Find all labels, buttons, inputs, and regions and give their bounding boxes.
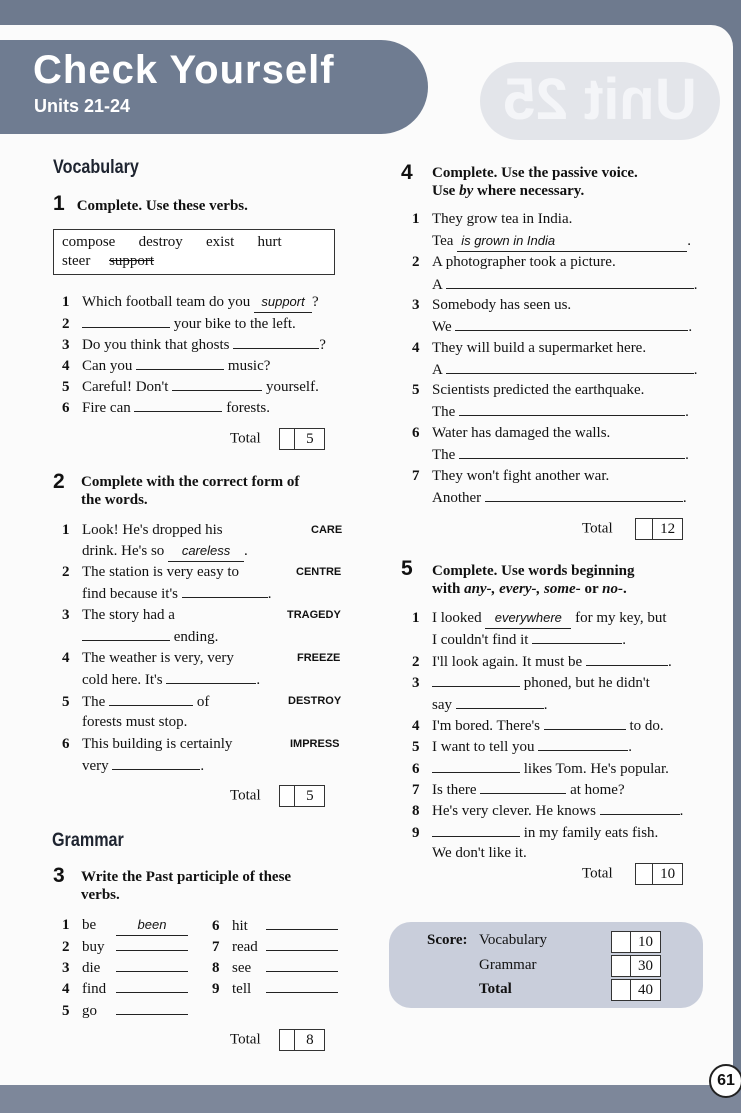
item-text: your bike to the left. (173, 316, 296, 332)
answer-blank[interactable] (82, 626, 170, 641)
score-value: 40 (630, 980, 660, 1000)
item-text: tell (232, 981, 252, 997)
instruction-text: Use (432, 183, 460, 199)
item-text: Fire can (82, 400, 131, 416)
item-number: 2 (62, 939, 70, 955)
list-item (62, 376, 319, 397)
item-text: go (82, 1003, 97, 1019)
unit-ghost-watermark (480, 62, 720, 140)
total-ex1 (230, 428, 325, 450)
list-item (412, 715, 664, 736)
instruction-line: Complete with the correct form of (81, 474, 300, 490)
answer-blank[interactable] (485, 487, 683, 502)
total-box (279, 1029, 325, 1051)
score-box (611, 931, 661, 953)
bottom-bar (0, 1085, 741, 1113)
item-answer-line: Another . (432, 487, 687, 508)
item-text: We (432, 319, 452, 335)
exercise-instruction (81, 473, 299, 509)
item-number: 1 (62, 917, 70, 933)
total-value: 12 (652, 519, 682, 539)
item-number: 9 (412, 825, 420, 841)
item-text: find (82, 981, 107, 997)
answer-blank[interactable] (116, 978, 188, 993)
list-item (412, 423, 610, 443)
item-number: 5 (62, 1003, 70, 1019)
word-list-item: steer (62, 253, 91, 269)
item-number: 5 (412, 739, 420, 755)
item-number: 4 (62, 650, 70, 666)
exercise-2 (53, 470, 65, 494)
key-word: FREEZE (297, 652, 341, 664)
total-box (635, 518, 683, 540)
item-number: 7 (412, 782, 420, 798)
instruction-text: where necessary. (473, 183, 585, 199)
answer-blank[interactable] (455, 316, 688, 331)
list-item (62, 397, 270, 418)
item-text: I want to tell you (432, 739, 535, 755)
item-number: 4 (412, 340, 420, 356)
item-text: The (82, 694, 106, 710)
item-number: 7 (212, 939, 220, 955)
list-item (62, 978, 188, 999)
item-text: Water has damaged the walls. (432, 425, 611, 441)
answer-blank[interactable] (432, 822, 520, 837)
list-item (212, 978, 338, 999)
item-text: music? (227, 358, 271, 374)
answer-blank[interactable] (266, 957, 338, 972)
answer-blank[interactable] (600, 800, 680, 815)
title-banner (0, 40, 428, 134)
answer-blank[interactable] (233, 334, 319, 349)
answer-blank[interactable] (446, 274, 694, 289)
instruction-line: Complete. Use words beginning (432, 563, 635, 579)
item-number: 3 (412, 675, 420, 691)
item-text: . (679, 803, 684, 819)
item-continuation (82, 669, 260, 690)
item-text: Do you think that ghosts (82, 337, 230, 353)
total-value: 8 (294, 1030, 324, 1050)
total-ex5 (582, 863, 683, 885)
item-text: They won't fight another war. (432, 468, 610, 484)
item-answer-line: We . (432, 316, 692, 337)
item-text: of (196, 694, 210, 710)
item-text: . (267, 586, 272, 602)
answer-example: been (116, 915, 188, 936)
exercise-instruction (432, 164, 638, 200)
list-item (412, 758, 669, 779)
item-text: ? (319, 337, 326, 353)
item-text: ending. (173, 629, 219, 645)
item-text: I looked (432, 610, 482, 626)
item-text: This building is certainly (82, 736, 233, 752)
score-box (611, 979, 661, 1001)
exercise-instruction (432, 562, 635, 598)
item-text: . (622, 632, 626, 648)
item-number: 1 (62, 522, 70, 538)
list-item (62, 734, 232, 754)
item-number: 6 (412, 761, 420, 777)
item-number: 2 (412, 254, 420, 270)
item-continuation (432, 843, 527, 863)
list-item (412, 736, 632, 757)
exercise-number: 1 (53, 192, 65, 215)
item-number: 7 (412, 468, 420, 484)
item-text: We don't like it. (432, 845, 527, 861)
answer-blank[interactable] (446, 359, 694, 374)
answer-blank[interactable] (456, 694, 544, 709)
item-text: The (432, 447, 456, 463)
item-text: very (82, 758, 109, 774)
item-text: die (82, 960, 101, 976)
item-text: I couldn't find it (432, 632, 529, 648)
score-value: 30 (630, 956, 660, 976)
exercise-number: 5 (401, 557, 413, 580)
item-number: 3 (62, 607, 70, 623)
item-text: Which football team do you (82, 294, 251, 310)
score-value: 10 (630, 932, 660, 952)
item-text: He's very clever. He knows (432, 803, 596, 819)
item-continuation (82, 583, 272, 604)
item-number: 1 (412, 610, 420, 626)
score-label: Score: (427, 932, 468, 948)
item-continuation (82, 541, 248, 562)
exercise-1 (53, 192, 248, 216)
list-item (412, 252, 616, 272)
item-text: buy (82, 939, 105, 955)
item-text: Somebody has seen us. (432, 297, 572, 313)
score-box-frame (611, 931, 661, 953)
item-continuation (82, 755, 204, 776)
list-item (62, 334, 326, 355)
total-label: Total (230, 1031, 261, 1048)
answer-blank[interactable] (459, 444, 685, 459)
score-row-name: Grammar (479, 957, 537, 973)
word-list: compose destroy exist hurt (62, 234, 282, 250)
item-text: to do. (629, 718, 664, 734)
item-number: 4 (62, 358, 70, 374)
item-continuation (82, 712, 187, 732)
answer-example: is grown in India (457, 231, 687, 252)
item-number: 5 (412, 382, 420, 398)
item-number: 6 (412, 425, 420, 441)
item-answer-line: The . (432, 444, 689, 465)
exercise-4 (401, 161, 413, 185)
instruction-text: with (432, 581, 465, 597)
total-value: 5 (294, 786, 324, 806)
item-text: find because it's (82, 586, 179, 602)
item-text: Is there (432, 782, 477, 798)
item-number: 9 (212, 981, 220, 997)
item-text: . (256, 672, 261, 688)
total-label: Total (582, 865, 613, 882)
list-item (412, 608, 667, 629)
item-text: The weather is very, very (82, 650, 234, 666)
item-answer-line: Tea is grown in India . (432, 231, 691, 252)
item-text: in my family eats fish. (523, 825, 659, 841)
item-text: drink. He's so (82, 543, 165, 559)
total-box (279, 428, 325, 450)
list-item (62, 292, 319, 313)
item-text: Scientists predicted the earthquake. (432, 382, 645, 398)
item-text: for my key, but (575, 610, 667, 626)
item-continuation (432, 694, 548, 715)
list-item (62, 915, 188, 936)
answer-blank[interactable] (480, 779, 566, 794)
list-item (62, 648, 234, 668)
item-continuation (82, 626, 218, 647)
item-text: They grow tea in India. (432, 211, 573, 227)
instruction-text: by (459, 183, 474, 199)
item-text: likes Tom. He's popular. (523, 761, 669, 777)
exercise-5 (401, 557, 413, 581)
grammar-heading: Grammar (52, 830, 124, 851)
item-number: 1 (412, 211, 420, 227)
answer-blank[interactable] (136, 355, 224, 370)
score-row-name: Vocabulary (479, 932, 548, 948)
answer-example: careless (168, 541, 244, 562)
list-item (412, 466, 609, 486)
key-word: TRAGEDY (287, 609, 341, 621)
list-item (62, 562, 239, 582)
word-box (53, 229, 335, 275)
list-item (412, 800, 683, 821)
item-text: A photographer took a picture. (432, 254, 616, 270)
list-item (62, 957, 188, 978)
item-answer-line: The . (432, 401, 689, 422)
item-number: 8 (212, 960, 220, 976)
score-row-name: Total (479, 981, 512, 997)
item-text: cold here. It's (82, 672, 163, 688)
item-text: phoned, but he didn't (523, 675, 650, 691)
item-number: 5 (62, 379, 70, 395)
answer-blank[interactable] (432, 672, 520, 687)
instruction-line: the words. (81, 492, 148, 508)
item-text: I'm bored. There's (432, 718, 541, 734)
answer-blank[interactable] (82, 313, 170, 328)
key-word: CARE (311, 524, 343, 536)
total-value: 5 (294, 429, 324, 449)
list-item (62, 520, 223, 540)
item-number: 3 (62, 337, 70, 353)
answer-blank[interactable] (266, 978, 338, 993)
item-text: They will build a supermarket here. (432, 340, 647, 356)
answer-blank[interactable] (538, 736, 628, 751)
total-label: Total (582, 520, 613, 537)
item-text: hit (232, 918, 248, 934)
total-box (279, 785, 325, 807)
item-text: The (432, 404, 456, 420)
instruction-line: Complete. Use the passive voice. (432, 165, 638, 181)
answer-blank[interactable] (166, 669, 256, 684)
item-text: Tea (432, 233, 454, 249)
item-text: Look! He's dropped his (82, 522, 223, 538)
total-label: Total (230, 787, 261, 804)
list-item (62, 605, 175, 625)
list-item (412, 651, 672, 672)
answer-blank[interactable] (116, 957, 188, 972)
exercise-number: 3 (53, 864, 65, 887)
item-number: 1 (62, 294, 70, 310)
list-item (212, 915, 338, 936)
item-number: 6 (212, 918, 220, 934)
item-text: at home? (570, 782, 625, 798)
answer-blank[interactable] (266, 915, 338, 930)
answer-blank[interactable] (266, 936, 338, 951)
item-text: forests. (226, 400, 270, 416)
score-panel (389, 922, 703, 1008)
item-number: 3 (412, 297, 420, 313)
page-subtitle: Units 21-24 (34, 96, 131, 116)
exercise-instruction (81, 868, 291, 904)
item-number: 6 (62, 736, 70, 752)
unit-ghost-text: Unit 25 (503, 67, 697, 132)
word-list-item-used: support (109, 253, 155, 269)
total-ex2 (230, 785, 325, 807)
item-text: A (432, 277, 443, 293)
total-ex4 (582, 518, 683, 540)
item-text: . (667, 654, 672, 670)
answer-blank[interactable] (109, 691, 193, 706)
vocabulary-heading: Vocabulary (53, 157, 139, 178)
list-item (412, 822, 658, 843)
answer-blank[interactable] (432, 758, 520, 773)
instruction-text: or (580, 581, 603, 597)
list-item (62, 313, 296, 334)
list-item (212, 957, 338, 978)
exercise-number: 2 (53, 470, 65, 493)
instruction-line: Write the Past participle of these (81, 869, 292, 885)
item-number: 5 (62, 694, 70, 710)
key-word: IMPRESS (290, 738, 340, 750)
item-text: read (232, 939, 258, 955)
answer-example: support (254, 292, 312, 313)
answer-blank[interactable] (459, 401, 685, 416)
item-number: 4 (62, 981, 70, 997)
item-text: forests must stop. (82, 714, 188, 730)
answer-blank[interactable] (116, 936, 188, 951)
score-box-frame (611, 979, 661, 1001)
item-continuation (432, 629, 626, 650)
answer-example: everywhere (485, 608, 571, 629)
item-text: . (628, 739, 632, 755)
score-box (611, 955, 661, 977)
item-text: A (432, 362, 443, 378)
item-number: 2 (412, 654, 420, 670)
score-box-frame (611, 955, 661, 977)
item-answer-line: A . (432, 359, 698, 380)
item-number: 3 (62, 960, 70, 976)
answer-blank[interactable] (544, 715, 626, 730)
list-item (62, 355, 270, 376)
answer-blank[interactable] (116, 1000, 188, 1015)
item-text: . (244, 543, 248, 559)
item-text: be (82, 917, 97, 933)
answer-blank[interactable] (182, 583, 268, 598)
list-item (412, 338, 646, 358)
item-text: I'll look again. It must be (432, 654, 583, 670)
answer-blank[interactable] (172, 376, 262, 391)
instruction-text: . (622, 581, 627, 597)
instruction-text: no- (602, 581, 623, 597)
instruction-text: any-, every-, some- (464, 581, 581, 597)
item-text: say (432, 697, 452, 713)
answer-blank[interactable] (586, 651, 668, 666)
answer-blank[interactable] (532, 629, 622, 644)
item-text: Another (432, 490, 482, 506)
list-item (62, 1000, 188, 1021)
key-word: CENTRE (296, 566, 342, 578)
exercise-instruction: Complete. Use these verbs. (76, 198, 248, 214)
item-number: 4 (412, 718, 420, 734)
list-item (412, 672, 650, 693)
item-text: ? (312, 294, 319, 310)
list-item (412, 209, 572, 229)
list-item (412, 295, 571, 315)
item-text: yourself. (265, 379, 319, 395)
list-item (412, 779, 625, 800)
total-value: 10 (652, 864, 682, 884)
list-item (212, 936, 338, 957)
instruction-line: verbs. (81, 887, 120, 903)
total-box (635, 863, 683, 885)
page-title: Check Yourself (33, 48, 335, 92)
item-text: . (200, 758, 205, 774)
item-text: The station is very easy to (82, 564, 240, 580)
answer-blank[interactable] (134, 397, 222, 412)
item-text: . (543, 697, 548, 713)
answer-blank[interactable] (112, 755, 200, 770)
total-label: Total (230, 430, 261, 447)
item-number: 2 (62, 564, 70, 580)
list-item (62, 691, 209, 712)
item-answer-line: A . (432, 274, 698, 295)
item-text: Can you (82, 358, 133, 374)
item-number: 6 (62, 400, 70, 416)
page-number: 61 (709, 1064, 741, 1098)
total-ex3 (230, 1029, 325, 1051)
list-item (62, 936, 188, 957)
list-item (412, 380, 644, 400)
key-word: DESTROY (288, 695, 342, 707)
item-text: see (232, 960, 252, 976)
item-number: 8 (412, 803, 420, 819)
item-number: 2 (62, 316, 70, 332)
item-text: Careful! Don't (82, 379, 169, 395)
item-text: The story had a (82, 607, 175, 623)
exercise-3 (53, 864, 65, 888)
exercise-number: 4 (401, 161, 413, 184)
